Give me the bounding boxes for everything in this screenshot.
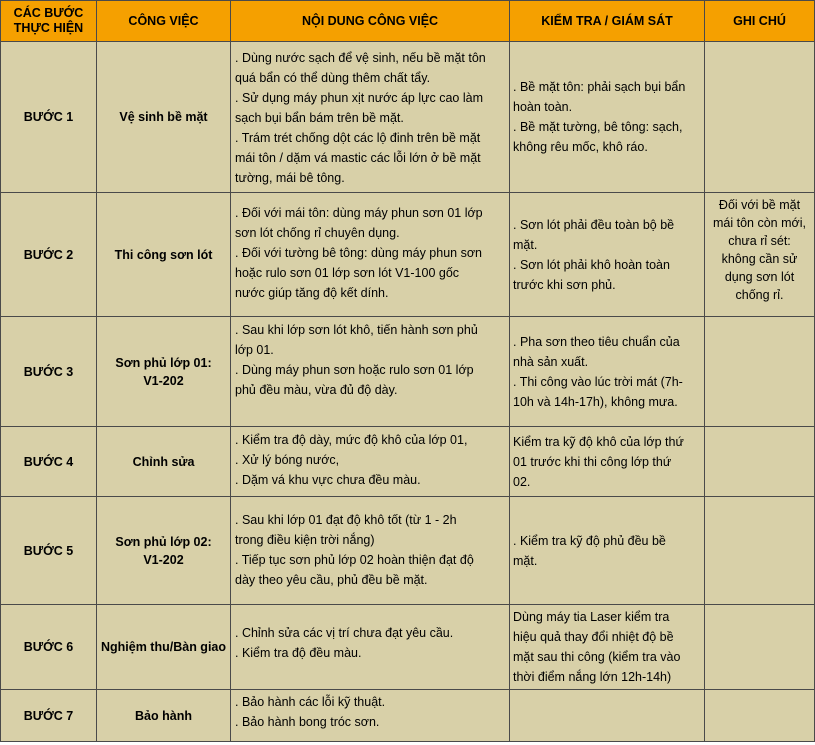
content-cell-line: . Dùng máy phun sơn hoặc rulo sơn 01 lớp: [235, 363, 474, 377]
content-cell-line: . Tiếp tục sơn phủ lớp 02 hoàn thiện đạt độ: [235, 553, 474, 567]
note-cell: [705, 193, 815, 317]
content-cell-line: nước giúp tăng độ kết dính.: [235, 286, 389, 300]
content-cell-line: tường, mái bê tông.: [235, 171, 345, 185]
header-steps: [1, 1, 97, 42]
check-cell-line: hoàn toàn.: [513, 100, 573, 114]
task-cell-line: V1-202: [143, 552, 184, 567]
check-cell-line: 10h và 14h-17h), không mưa.: [513, 394, 678, 409]
table-row: [1, 497, 815, 605]
content-cell-line: . Xử lý bóng nước,: [235, 453, 340, 467]
content-cell: [231, 42, 510, 193]
content-cell-line: . Sau khi lớp sơn lót khô, tiến hành sơn phủ: [235, 323, 478, 337]
header-steps-line: THỰC HIỆN: [13, 21, 84, 35]
note-cell-line: dụng sơn lót: [724, 270, 795, 284]
check-cell-line: . Pha sơn theo tiêu chuẩn của: [513, 334, 680, 349]
table-row: [1, 42, 815, 193]
task-cell-line: Sơn phủ lớp 01:: [115, 355, 212, 370]
check-cell-line: . Bề mặt tường, bê tông: sạch,: [513, 120, 683, 134]
step-cell: BƯỚC 4: [1, 427, 97, 497]
check-cell-line: mặt.: [513, 237, 538, 252]
table-row: [1, 690, 815, 742]
note-cell-line: mái tôn còn mới,: [713, 216, 806, 230]
check-cell: [510, 497, 705, 605]
step-cell: BƯỚC 1: [1, 42, 97, 193]
note-cell: [705, 42, 815, 193]
step-cell: BƯỚC 2: [1, 193, 97, 317]
note-cell: [705, 497, 815, 605]
table-row: [1, 317, 815, 427]
check-cell-line: . Thi công vào lúc trời mát (7h-: [513, 374, 683, 389]
content-cell-line: . Trám trét chống dột các lộ đinh trên bề mặt: [235, 131, 481, 145]
task-cell-line: Nghiệm thu/Bàn giao: [101, 640, 226, 654]
table-row: [1, 193, 815, 317]
check-cell-line: trước khi sơn phủ.: [513, 277, 616, 292]
header-content: NỘI DUNG CÔNG VIỆC: [231, 1, 510, 42]
header-row: [1, 1, 815, 42]
check-cell-line: mặt sau thi công (kiểm tra vào: [513, 650, 681, 664]
task-cell-line: Chỉnh sửa: [132, 454, 195, 469]
check-cell-line: . Bề mặt tôn: phải sạch bụi bẩn: [513, 80, 686, 94]
check-cell-line: mặt.: [513, 553, 538, 568]
check-cell-line: . Sơn lót phải khô hoàn toàn: [513, 257, 670, 272]
task-cell: [97, 193, 231, 317]
content-cell-line: . Chỉnh sửa các vị trí chưa đạt yêu cầu.: [235, 626, 454, 640]
task-cell-line: Bảo hành: [135, 708, 192, 723]
check-cell-line: Dùng máy tia Laser kiểm tra: [513, 610, 670, 624]
content-cell: [231, 193, 510, 317]
content-cell-line: . Sử dụng máy phun xịt nước áp lực cao làm: [235, 91, 483, 105]
check-cell-line: 02.: [513, 474, 531, 489]
check-cell-line: không rêu mốc, khô ráo.: [513, 140, 648, 154]
content-cell: [231, 497, 510, 605]
task-cell: [97, 427, 231, 497]
content-cell-line: dày theo yêu cầu, phủ đều bề mặt.: [235, 573, 428, 587]
content-cell-line: quá bẩn có thể dùng thêm chất tẩy.: [235, 71, 431, 85]
check-cell-line: . Sơn lót phải đều toàn bộ bề: [513, 217, 675, 232]
table-row: [1, 427, 815, 497]
check-cell: [510, 427, 705, 497]
content-cell: [231, 317, 510, 427]
content-cell-line: . Dặm vá khu vực chưa đều màu.: [235, 473, 421, 487]
header-note: GHI CHÚ: [705, 1, 815, 42]
content-cell-line: . Đối với mái tôn: dùng máy phun sơn 01 lớp: [235, 206, 483, 220]
table-body: [1, 42, 815, 742]
table-row: [1, 605, 815, 690]
note-cell: [705, 605, 815, 690]
check-cell: [510, 42, 705, 193]
task-cell: [97, 605, 231, 690]
content-cell: [231, 427, 510, 497]
content-cell-line: sơn lót chống rỉ chuyên dụng.: [235, 226, 400, 240]
note-cell: [705, 427, 815, 497]
task-cell-line: V1-202: [143, 373, 184, 388]
step-cell: BƯỚC 6: [1, 605, 97, 690]
header-task: CÔNG VIỆC: [97, 1, 231, 42]
check-cell: [510, 605, 705, 690]
check-cell-line: nhà sản xuất.: [513, 354, 589, 369]
content-cell-line: mái tôn / dặm vá mastic các lỗi lớn ở bề mặt: [235, 151, 481, 165]
note-cell-line: Đối với bề mặt: [718, 198, 801, 212]
task-cell-line: Sơn phủ lớp 02:: [115, 534, 212, 549]
content-cell-line: trong điều kiện trời nắng): [235, 533, 375, 547]
step-cell: BƯỚC 5: [1, 497, 97, 605]
note-cell-line: chống rỉ.: [735, 288, 784, 302]
content-cell-line: lớp 01.: [235, 343, 274, 357]
step-cell: BƯỚC 3: [1, 317, 97, 427]
note-cell: [705, 690, 815, 742]
task-cell-line: Thi công sơn lót: [114, 247, 213, 262]
header-steps-line: CÁC BƯỚC: [13, 6, 84, 20]
check-cell-line: 01 trước khi thi công lớp thứ: [513, 454, 672, 469]
content-cell-line: . Dùng nước sạch để vệ sinh, nếu bề mặt tôn: [235, 51, 486, 65]
content-cell: [231, 690, 510, 742]
content-cell-line: . Đối với tường bê tông: dùng máy phun sơn: [235, 246, 482, 260]
header-check: KIỂM TRA / GIÁM SÁT: [510, 1, 705, 42]
content-cell-line: phủ đều màu, vừa đủ độ dày.: [235, 383, 398, 397]
check-cell: [510, 317, 705, 427]
note-cell-line: không cần sử: [721, 252, 798, 266]
task-cell: [97, 317, 231, 427]
content-cell-line: . Kiểm tra độ đều màu.: [235, 646, 362, 660]
check-cell-line: Kiểm tra kỹ độ khô của lớp thứ: [513, 434, 684, 449]
task-cell-line: Vệ sinh bề mặt: [119, 110, 208, 124]
task-cell: [97, 497, 231, 605]
task-cell: [97, 42, 231, 193]
content-cell-line: sạch bụi bẩn bám trên bề mặt.: [235, 111, 404, 125]
content-cell: [231, 605, 510, 690]
check-cell: [510, 690, 705, 742]
check-cell-line: . Kiểm tra kỹ độ phủ đều bề: [513, 533, 666, 548]
content-cell-line: . Bảo hành các lỗi kỹ thuật.: [235, 695, 386, 709]
check-cell: [510, 193, 705, 317]
task-cell: [97, 690, 231, 742]
content-cell-line: . Bảo hành bong tróc sơn.: [235, 715, 380, 729]
note-cell-line: chưa rỉ sét:: [728, 234, 791, 248]
step-cell: BƯỚC 7: [1, 690, 97, 742]
note-cell: [705, 317, 815, 427]
content-cell-line: . Sau khi lớp 01 đạt độ khô tốt (từ 1 - 2h: [235, 513, 457, 527]
content-cell-line: . Kiểm tra độ dày, mức độ khô của lớp 01,: [235, 433, 468, 447]
check-cell-line: thời điểm nắng lớn 12h-14h): [513, 670, 672, 684]
check-cell-line: hiệu quả thay đổi nhiệt độ bề: [513, 630, 674, 644]
content-cell-line: hoặc rulo sơn 01 lớp sơn lót V1-100 gốc: [235, 266, 460, 280]
